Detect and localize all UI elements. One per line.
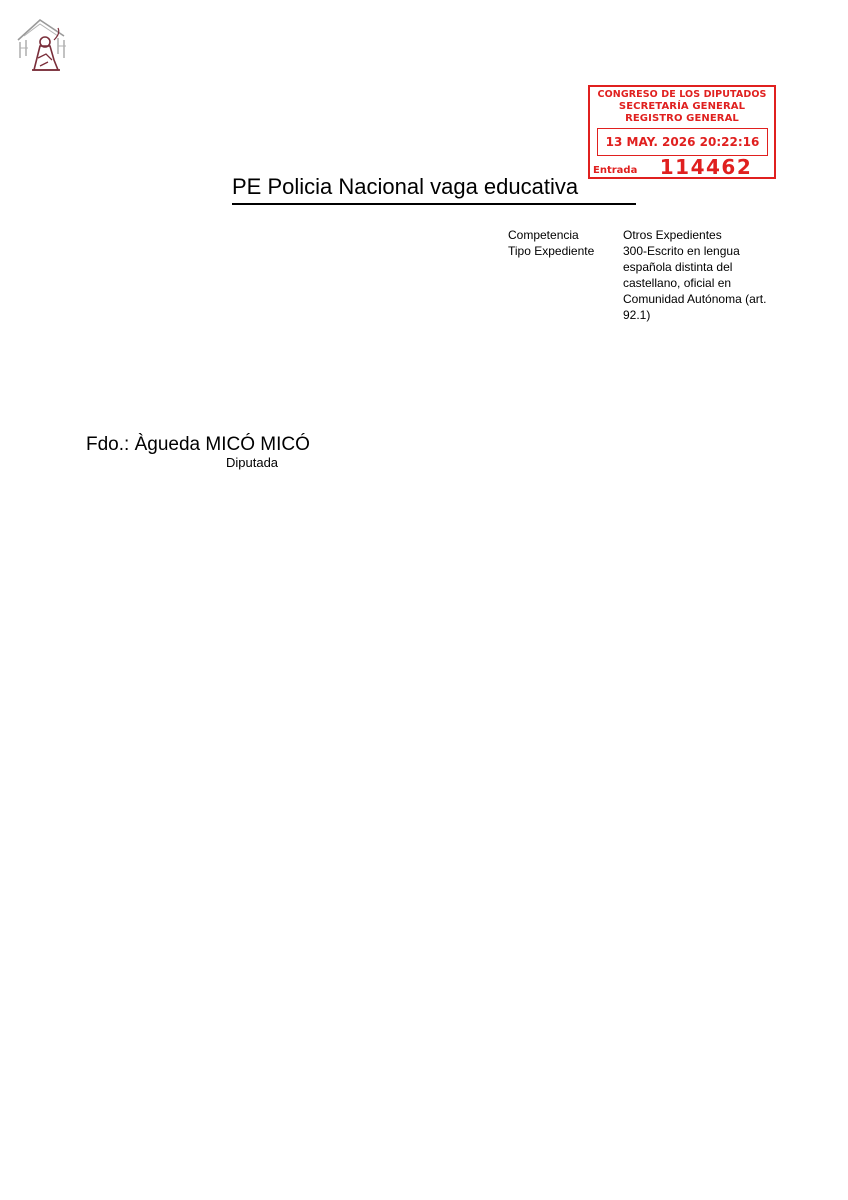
document-title: PE Policia Nacional vaga educativa [232,174,579,199]
meta-label-tipo-expediente: Tipo Expediente [508,244,595,258]
meta-value-competencia: Otros Expedientes [623,228,722,242]
title-underline [232,203,636,205]
stamp-datetime: 13 MAY. 2026 20:22:16 [597,128,768,156]
stamp-institution: CONGRESO DE LOS DIPUTADOS [597,89,767,100]
congreso-emblem-icon [14,14,72,74]
stamp-entrada-number: 114462 [646,157,766,178]
registry-stamp [588,85,776,179]
stamp-registro: REGISTRO GENERAL [625,113,739,124]
signature-line: Fdo.: Àgueda MICÓ MICÓ [86,434,310,455]
signer-role: Diputada [226,455,279,470]
stamp-entrada-label: Entrada [593,165,638,176]
meta-label-competencia: Competencia [508,228,579,242]
stamp-secretaria: SECRETARÍA GENERAL [618,101,746,112]
meta-value-tipo-expediente: 300-Escrito en lengua española distinta del castellano, oficial en Comunidad Autónoma (art. 92.1) [623,244,767,322]
